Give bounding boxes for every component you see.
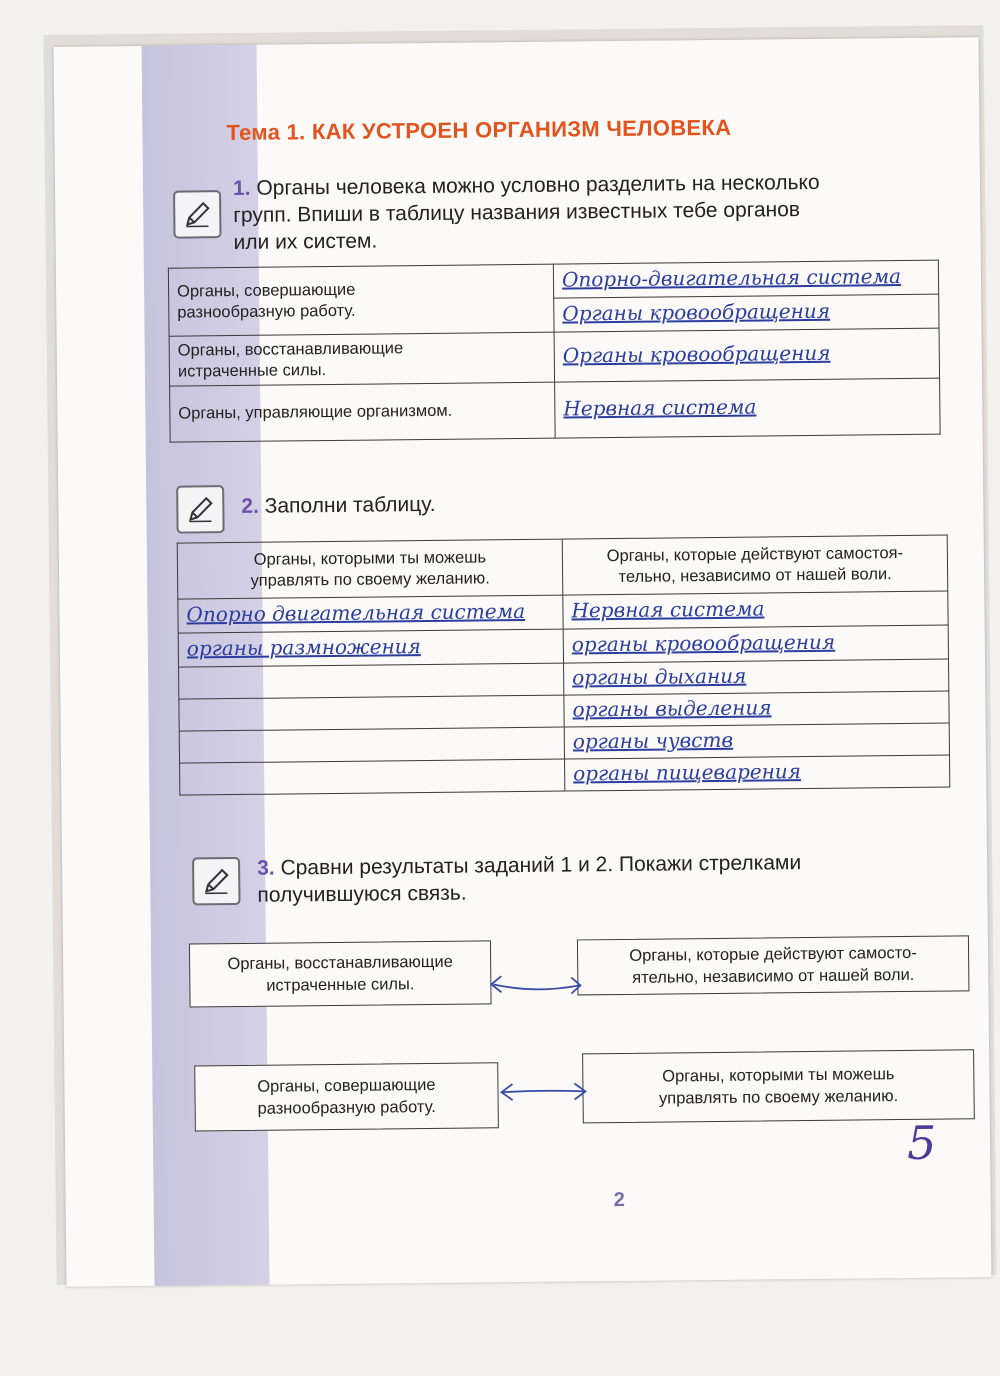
arrow-bottom xyxy=(502,1090,584,1092)
handwritten-answer: Нервная система xyxy=(563,394,757,421)
box-line: Органы, которые действуют самосто- xyxy=(629,943,917,965)
answer-cell[interactable] xyxy=(179,663,564,699)
task2-row xyxy=(180,755,950,795)
box-text xyxy=(659,1063,899,1110)
handwritten-answer: органы размножения xyxy=(186,634,421,661)
header-line: управлять по своему желанию. xyxy=(250,568,490,590)
task3-line-2: получившуюся связь. xyxy=(257,881,467,907)
task1-row-label xyxy=(169,332,555,386)
handwritten-answer: органы чувств xyxy=(572,727,734,754)
answer-cell[interactable] xyxy=(555,378,941,438)
answer-cell[interactable] xyxy=(554,294,939,332)
handwritten-answer: органы выделения xyxy=(572,695,772,722)
handwritten-answer: органы пищеварения xyxy=(573,759,802,786)
box-autonomous-organs[interactable] xyxy=(577,935,970,995)
box-text xyxy=(227,951,453,997)
answer-cell[interactable] xyxy=(553,260,938,298)
task1-number: 1. xyxy=(232,176,251,201)
task2-header-right xyxy=(562,535,948,595)
answer-cell[interactable] xyxy=(178,595,563,633)
task1-row-label xyxy=(170,382,556,442)
handwritten-answer: органы кровообращения xyxy=(571,629,836,657)
handwritten-answer: Органы кровообращения xyxy=(562,298,831,326)
task3-number: 3. xyxy=(257,856,275,880)
box-voluntary-organs[interactable] xyxy=(582,1049,975,1123)
task2-header-row xyxy=(177,535,948,599)
pencil-icon xyxy=(176,485,225,534)
box-line: разнообразную работу. xyxy=(257,1097,436,1118)
task3-instruction xyxy=(257,849,802,909)
answer-cell[interactable] xyxy=(563,625,948,663)
handwritten-answer: Нервная система xyxy=(571,596,765,623)
task2-text: Заполни таблицу. xyxy=(264,492,436,518)
task1-line-2: групп. Впиши в таблицу названия известных тебе органов xyxy=(233,198,801,228)
answer-cell[interactable] xyxy=(180,759,565,795)
answer-cell[interactable] xyxy=(563,591,948,629)
label-line: истраченные силы. xyxy=(177,360,327,381)
box-line: ятельно, независимо от нашей воли. xyxy=(632,965,915,987)
answer-cell[interactable] xyxy=(179,695,564,731)
handwritten-answer: органы дыхания xyxy=(572,663,747,690)
answer-cell[interactable] xyxy=(179,727,564,763)
box-line: Органы, которыми ты можешь xyxy=(662,1065,895,1086)
label-line: Органы, восстанавливающие xyxy=(177,338,404,360)
pencil-icon xyxy=(173,190,222,239)
handwritten-answer: Органы кровообращения xyxy=(562,340,831,368)
label-line: Органы, совершающие xyxy=(177,280,356,301)
box-restoring-organs[interactable] xyxy=(189,940,492,1007)
answer-cell[interactable] xyxy=(554,328,940,382)
header-line: Органы, которыми ты можешь xyxy=(253,547,487,569)
handwritten-answer: Опорно-двигательная система xyxy=(561,264,902,292)
answer-cell[interactable] xyxy=(565,755,950,791)
answer-cell[interactable] xyxy=(564,723,949,759)
workbook-page xyxy=(54,37,992,1287)
task1-row-label xyxy=(168,264,554,336)
answer-cell[interactable] xyxy=(564,659,949,695)
label-line: разнообразную работу. xyxy=(177,301,356,322)
task1-row xyxy=(169,328,939,386)
task1-instruction xyxy=(233,169,820,256)
box-line: Органы, совершающие xyxy=(257,1075,436,1096)
task2-header-left xyxy=(177,539,563,599)
handwritten-answer: Опорно двигательная система xyxy=(186,598,526,627)
task1-row xyxy=(170,378,941,442)
box-line: истраченные силы. xyxy=(266,975,415,995)
topic-title: Тема 1. КАК УСТРОЕН ОРГАНИЗМ ЧЕЛОВЕКА xyxy=(226,114,732,146)
task2-instruction xyxy=(241,491,435,520)
task1-line-3: или их систем. xyxy=(233,229,378,255)
handwritten-page-number: 5 xyxy=(906,1115,937,1170)
box-line: управлять по своему желанию. xyxy=(658,1087,899,1108)
task3-line-1: Сравни результаты заданий 1 и 2. Покажи стрелками xyxy=(280,851,802,880)
header-line: тельно, независимо от нашей воли. xyxy=(618,564,892,586)
box-line: Органы, восстанавливающие xyxy=(227,952,453,974)
task1-line-1: Органы человека можно условно разделить на несколько xyxy=(256,170,820,200)
box-text xyxy=(629,942,917,989)
answer-cell[interactable] xyxy=(178,629,563,667)
answer-cell[interactable] xyxy=(564,691,949,727)
arrow-top xyxy=(493,983,579,989)
task2-table xyxy=(177,535,951,796)
task2-number: 2. xyxy=(241,494,259,518)
page-number: 2 xyxy=(613,1188,625,1212)
box-text xyxy=(257,1074,436,1120)
task1-table xyxy=(168,260,941,443)
box-working-organs[interactable] xyxy=(194,1062,499,1131)
label-line: Органы, управляющие организмом. xyxy=(178,401,453,423)
header-line: Органы, которые действуют самостоя- xyxy=(606,543,904,565)
pencil-icon xyxy=(192,857,241,906)
hand-drawn-arrows xyxy=(483,941,595,1102)
